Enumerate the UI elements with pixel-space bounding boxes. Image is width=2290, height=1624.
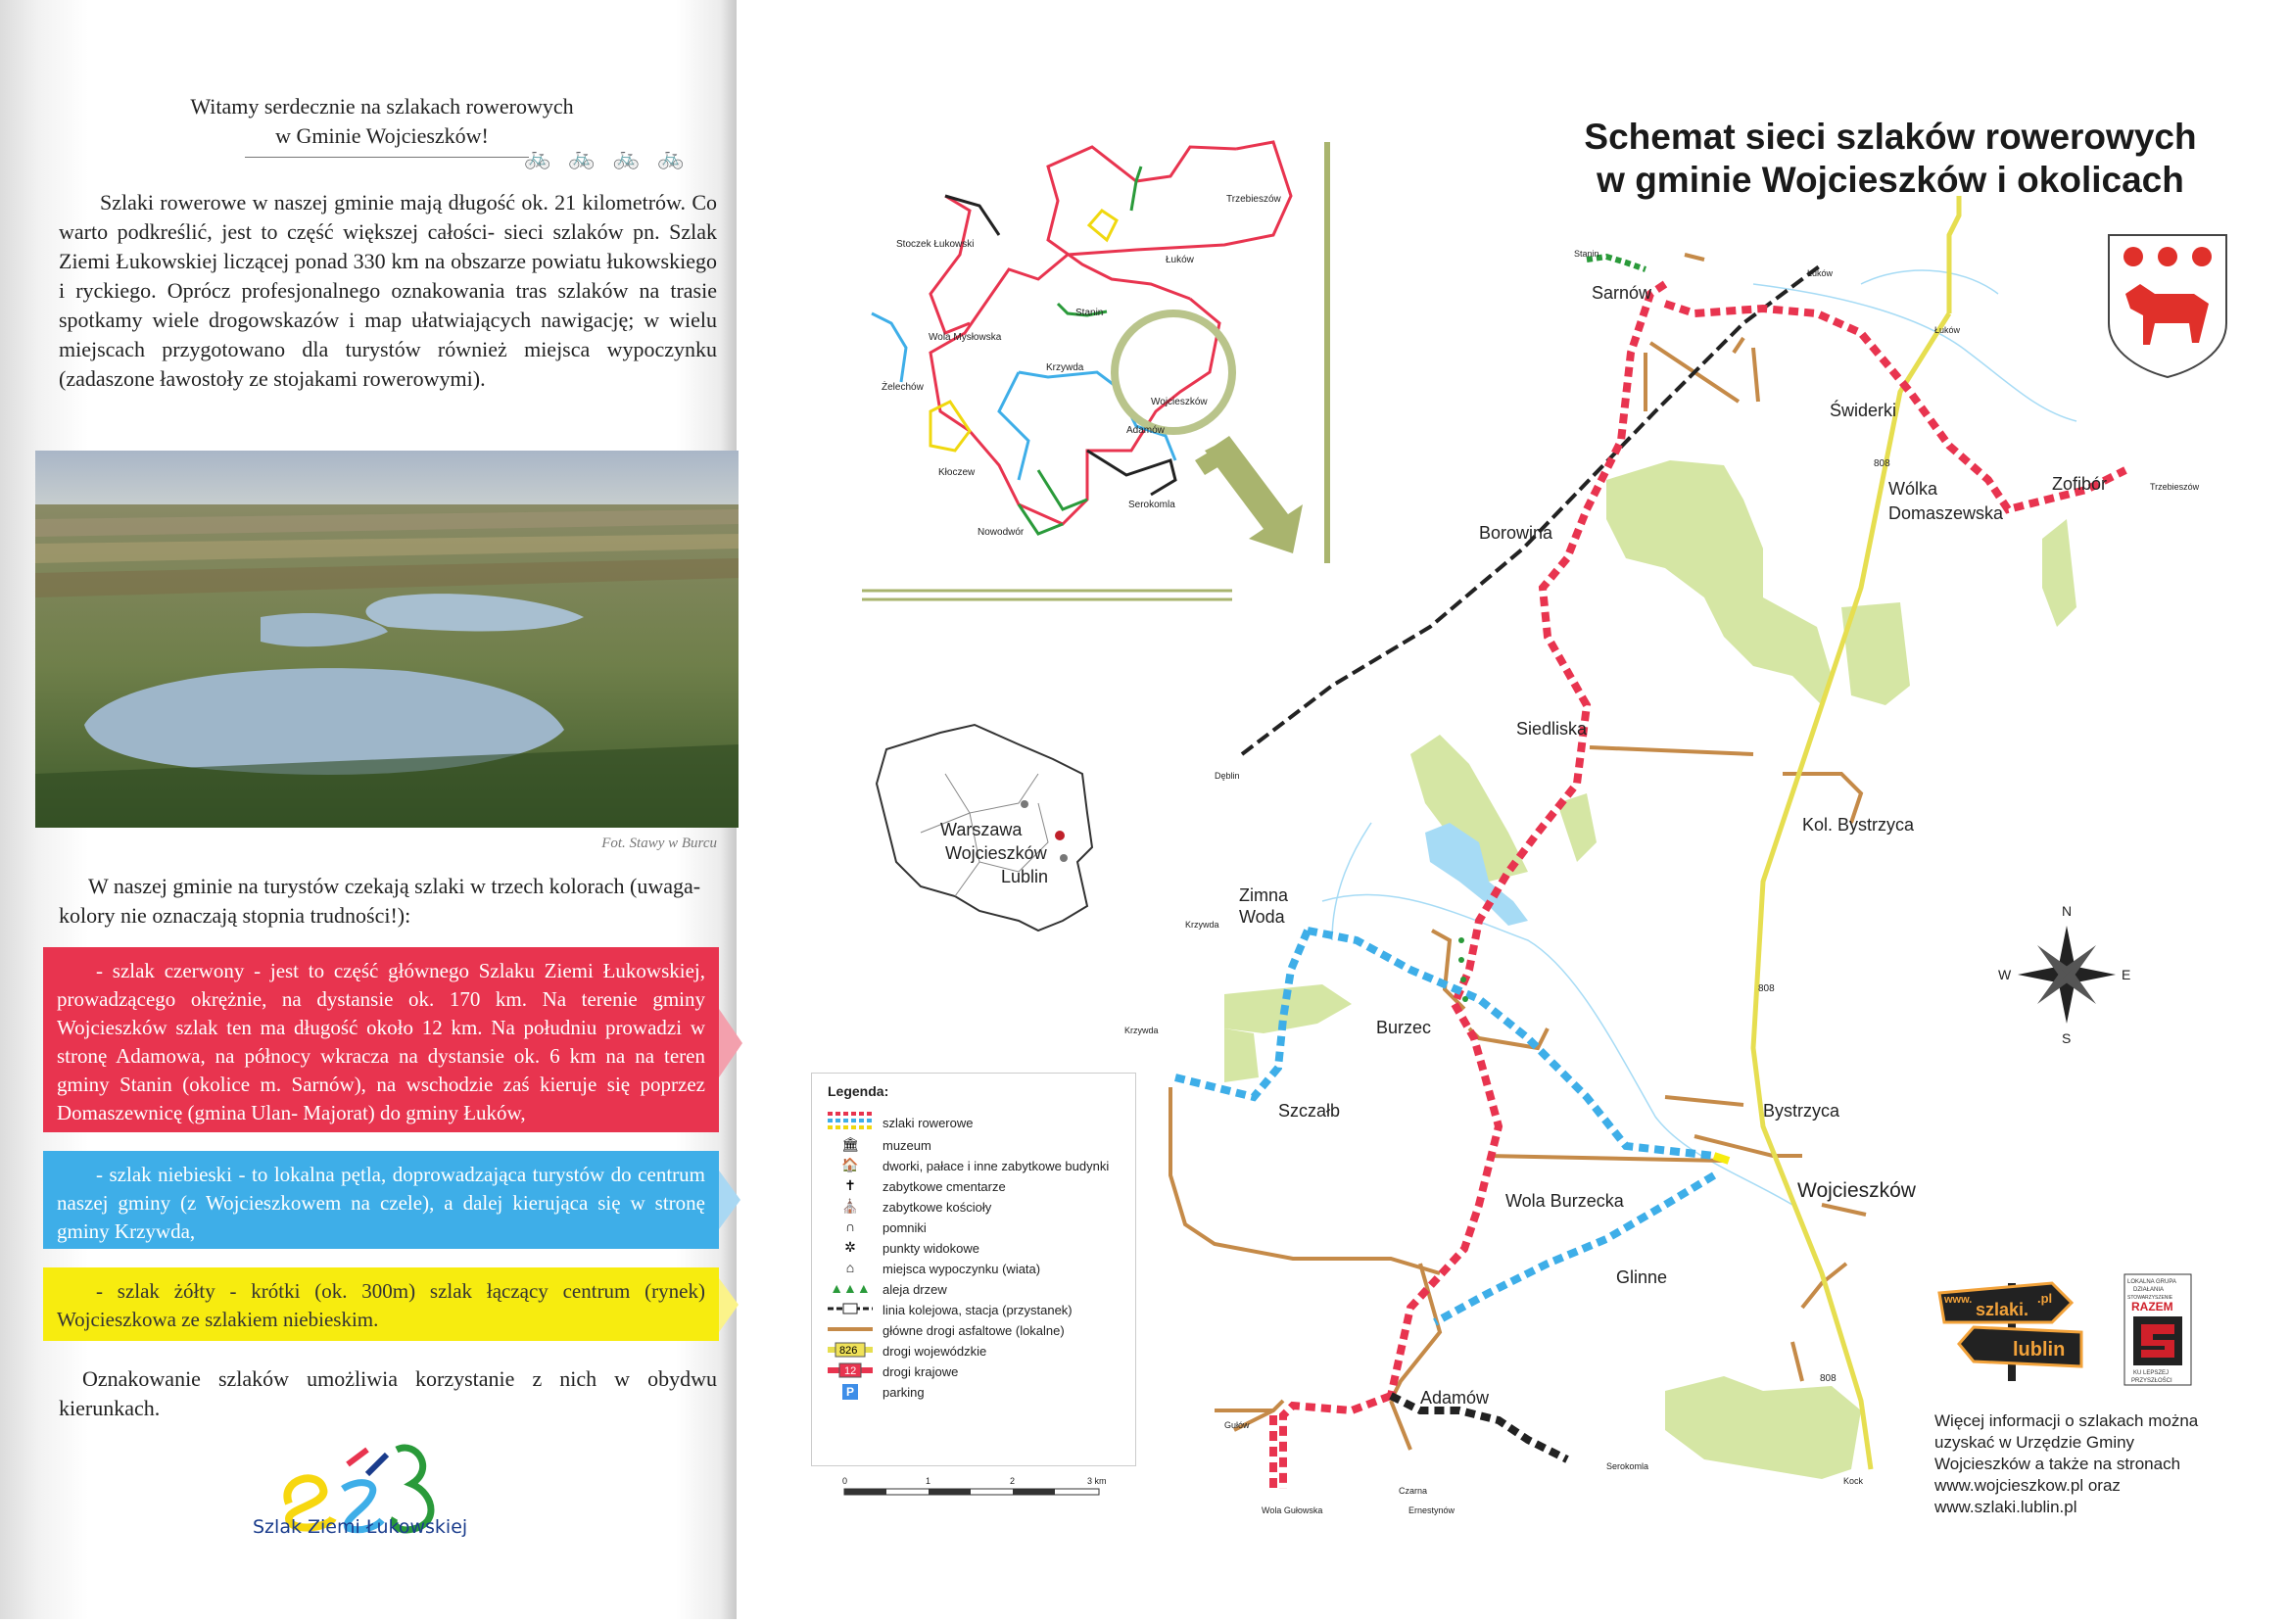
direction-label: Trzebieszów [2150,482,2200,492]
direction-label: Kock [1843,1476,1864,1486]
info-link-szlaki[interactable]: www.szlaki.lublin.pl [1934,1498,2077,1516]
outro-paragraph: Oznakowanie szlaków umożliwia korzystanie z nich w obydwu kierunkach. [59,1366,717,1420]
poland-label: Wojcieszków [945,843,1047,863]
direction-label: Dęblin [1215,771,1240,781]
scale-label: 1 [926,1476,931,1486]
overview-label: Stoczek Łukowski [896,239,975,250]
overview-label: Krzywda [1046,362,1084,373]
place-label: Zofibór [2052,474,2108,494]
szlaki-lublin-logo [1934,1273,2091,1381]
voivodeship-road-icon [826,1342,875,1358]
legend-title: Legenda: [828,1083,889,1099]
info-line: Wojcieszków a także na stronach [1934,1455,2181,1473]
local-road-icon [826,1321,875,1337]
legend-item: główne drogi asfaltowe (lokalne) [883,1323,1065,1338]
welcome-line2: w Gminie Wojcieszków! [275,123,489,148]
left-panel [0,0,737,1619]
direction-label: Wola Gułowska [1262,1505,1323,1515]
direction-label: Stanin [1574,249,1599,259]
red-trail-description: - szlak czerwony - jest to część głównego Szlaku Ziemi Łukowskiej, prowadzącego okrężnie, na dystansie ok. 170 km. Na terenie gminy Wojcieszków szlak ten ma długość około 12 km. Na południu prowadzi w stronę Adamowa, na północy wkracza na dystansie ok. 6 km na na teren gminy Stanin (okolice m. Sarnów), na wschodzie zaś kieruje się poprzez Domaszewnicę (gmina Ulan- Majorat) do gminy Łuków, [43,947,719,1132]
museum-icon: 🏛 [841,1136,859,1152]
logo-pl: .pl [2037,1291,2053,1306]
main-map-places [1239,283,2107,1408]
church-icon: ⛪ [841,1198,859,1214]
place-label-main: Wojcieszków [1797,1179,1916,1202]
trail-colors-icon [826,1111,875,1126]
direction-label: Ernestynów [1408,1505,1455,1515]
place-label: Szczałb [1278,1101,1341,1121]
place-label: Świderki [1830,401,1897,420]
yellow-trail-description: - szlak żółty - krótki (ok. 300m) szlak łączący centrum (rynek) Wojcieszkowa ze szlakiem niebieskim. [43,1267,719,1341]
road-number: 808 [1820,1373,1837,1384]
overview-label: Wojcieszków [1151,397,1208,407]
aerial-photo-illustration [35,451,739,828]
road-number: 808 [1874,458,1890,469]
info-link-wojcieszkow[interactable]: www.wojcieszkow.pl oraz [1934,1476,2121,1495]
compass-s: S [2062,1030,2072,1046]
legend-item: zabytkowe cmentarze [883,1179,1006,1194]
overview-label: Trzebieszów [1226,194,1281,205]
logo-lublin: lublin [2013,1339,2066,1361]
tree-alley-icon: ▲▲▲ [830,1280,871,1296]
national-road-icon [826,1362,875,1378]
place-label: Bystrzyca [1763,1101,1840,1121]
shelter-icon: ⌂ [845,1260,855,1275]
razem-logo [2123,1273,2192,1386]
place-label: Domaszewska [1888,503,2004,523]
place-label: Burzec [1376,1018,1432,1037]
scale-label: 3 km [1087,1476,1107,1486]
razem-line1: LOKALNA GRUPA [2127,1279,2176,1285]
razem-line2: DZIAŁANIA [2133,1287,2165,1293]
coat-of-arms-icon [2109,235,2226,377]
legend-item: muzeum [883,1138,931,1153]
place-label: Siedliska [1516,719,1588,739]
lake-photo [35,451,739,828]
legend-item: parking [883,1385,925,1400]
overview-label: Wola Mysłowska [929,332,1002,343]
legend-item: szlaki rowerowe [883,1116,974,1130]
legend-item: punkty widokowe [883,1241,979,1256]
map-legend [811,1073,1136,1466]
trail-colors-intro: W naszej gminie na turystów czekają szlaki w trzech kolorach (uwaga- kolory nie oznaczają stopnia trudności!): [59,874,701,928]
direction-label: Serokomla [1606,1461,1649,1471]
road-badge-12: 12 [844,1365,857,1377]
road-number: 808 [1758,983,1775,994]
place-label: Sarnów [1592,283,1652,303]
direction-label: Gułów [1224,1420,1250,1430]
road-badge-826: 826 [839,1345,858,1357]
map-title-line1: Schemat sieci szlaków rowerowych [1584,117,2197,157]
place-label: Woda [1239,907,1285,927]
welcome-underline [245,157,529,158]
direction-label: Czarna [1399,1486,1428,1496]
compass-e: E [2122,967,2131,982]
scale-labels [842,1476,1107,1486]
bicycle-icons: 🚲🚲🚲🚲 [524,145,702,169]
map-title [1528,116,2253,202]
overview-label: Stanin [1075,308,1104,318]
legend-item: zabytkowe kościoły [883,1200,992,1215]
poland-label: Warszawa [940,820,1023,839]
overview-label: Serokomla [1128,500,1175,510]
welcome-heading [88,92,676,151]
welcome-line1: Witamy serdecznie na szlakach rowerowych [190,94,574,119]
monument-icon: ∩ [844,1218,856,1234]
zoom-circle [1115,313,1232,431]
scale-label: 2 [1010,1476,1016,1486]
cemetery-icon: ✝ [844,1177,856,1193]
overview-label: Łuków [1166,255,1194,265]
more-info-block [1934,1410,2248,1518]
direction-label: Krzywda [1185,920,1219,930]
legend-item: linia kolejowa, stacja (przystanek) [883,1303,1073,1317]
place-label: Borowina [1479,523,1553,543]
razem-line6: PRZYSZŁOŚCI [2131,1378,2172,1384]
railway-icon [826,1301,875,1316]
legend-item: aleja drzew [883,1282,947,1297]
place-label: Glinne [1616,1267,1668,1287]
overview-label: Nowodwór [978,527,1025,538]
viewpoint-icon: ✲ [844,1239,856,1255]
legend-item: pomniki [883,1220,927,1235]
overview-label: Kłoczew [938,467,976,478]
compass-w: W [1998,967,2012,982]
poland-label: Lublin [1001,867,1049,886]
razem-line4: RAZEM [2131,1300,2173,1314]
overview-label: Żelechów [882,382,924,393]
razem-line3: STOWARZYSZENIE [2127,1295,2173,1301]
direction-label: Łuków [1807,268,1834,278]
blue-trail-description: - szlak niebieski - to lokalna pętla, doprowadzająca turystów do centrum naszej gminy (z Wojcieszkowem na czele), a dalej kierująca się w stronę gminy Krzywda, [43,1151,719,1249]
scale-label: 0 [842,1476,848,1486]
yellow-trail [1714,1156,1729,1161]
intro-paragraph: Szlaki rowerowe w naszej gminie mają długość ok. 21 kilometrów. Co warto podkreślić, jest to część większej całości- sieci szlaków pn. Szlak Ziemi Łukowskiej liczącej ponad 330 km na obszarze powiatu łukowskiego i ryckiego. Oprócz profesjonalnego oznakowania tras szlaków na trasie spotkamy wiele drogowskazów i map ułatwiających nawigację; w wielu miejscach przygotowano dla turystów również miejsca wypoczynku (zadaszone ławostoły ze stojakami rowerowymi). [59,190,717,391]
legend-item: drogi krajowe [883,1364,959,1379]
info-line: uzyskać w Urzędzie Gminy [1934,1433,2135,1452]
logo-www: www. [1944,1294,1973,1306]
overview-label: Adamów [1126,425,1165,436]
legend-item: dworki, pałace i inne zabytkowe budynki [883,1159,1110,1173]
road-number-labels [1758,458,1890,1384]
manor-icon: 🏠 [841,1157,859,1172]
place-label: Kol. Bystrzyca [1802,815,1915,835]
legend-item: miejsca wypoczynku (wiata) [883,1262,1041,1276]
logo-szlaki: szlaki. [1976,1300,2029,1319]
place-label: Wola Burzecka [1505,1191,1624,1211]
place-label: Adamów [1420,1388,1490,1408]
legend-item: drogi wojewódzkie [883,1344,987,1359]
scale-bar [844,1489,1099,1495]
map-title-line2: w gminie Wojcieszków i okolicach [1597,160,2184,200]
direction-label: Łuków [1934,325,1961,335]
direction-label: Krzywda [1124,1026,1159,1035]
place-label: Zimna [1239,885,1289,905]
parking-symbol: P [842,1384,858,1400]
place-label: Wólka [1888,479,1938,499]
map-panel [737,0,2290,1619]
photo-caption: Fot. Stawy w Burcu [601,836,717,851]
compass-rose-icon [2018,926,2116,1024]
info-line: Więcej informacji o szlakach można [1934,1411,2199,1430]
razem-line5: KU LEPSZEJ [2133,1370,2170,1376]
logo-caption: Szlak Ziemi Łukowskiej [253,1516,468,1538]
compass-n: N [2062,903,2073,919]
parking-icon [826,1383,875,1399]
